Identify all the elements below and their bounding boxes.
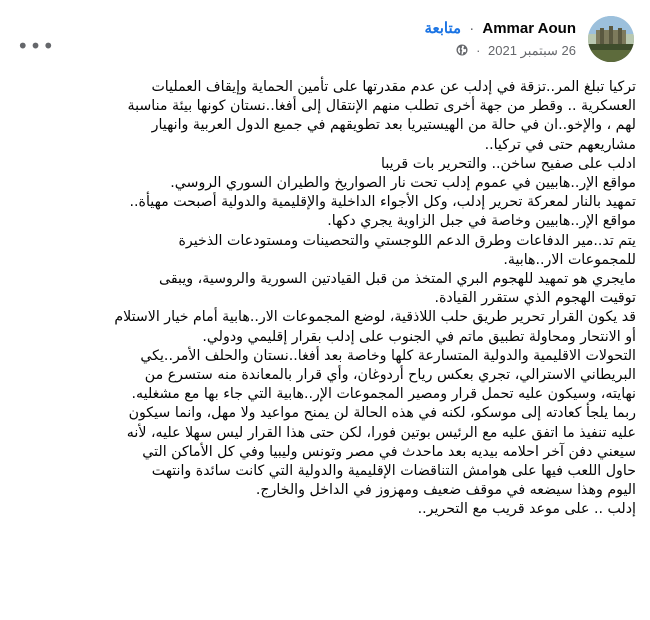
post-text-line: ربما يلجأ كعادته إلى موسكو، لكنه في هذه الحالة لن يمنح مواعيد ولا مهل، وانما سيكون: [128, 405, 636, 422]
author-avatar[interactable]: [588, 16, 634, 62]
globe-icon[interactable]: [456, 44, 468, 56]
post-text-line: اليوم وهذا سيضعه في موقف ضعيف ومهزوز في الداخل والخارج.: [255, 482, 636, 499]
post-text-line: عليه تنفيذ ما اتفق عليه مع الرئيس بوتين فورا، لكن حتى هذا القرار ليس سهلا عليه، لأنه: [126, 424, 636, 441]
name-line: [424, 19, 576, 37]
post-text-line: أو الانتحار ومحاولة تطبيق ماتم في الجنوب على إدلب بقرار إقليمي ودولي.: [202, 328, 636, 345]
post-text-line: يتم تد..مير الدفاعات وطرق الدعم اللوجستي والتحصينات ومستودعات الذخيرة: [178, 232, 636, 249]
ellipsis-icon: •••: [16, 34, 56, 58]
post-date[interactable]: 26 سبتمبر 2021: [488, 43, 576, 58]
post-meta: [456, 43, 576, 59]
post-options-button[interactable]: [18, 28, 54, 64]
post-text-line: ادلب على صفيح ساخن.. والتحرير بات قريبا: [381, 155, 636, 172]
post-text-line: تركيا تبلغ المر..تزقة في إدلب عن عدم مقدرتها على تأمين الحماية وإيقاف العمليات: [151, 79, 636, 95]
post-text-line: البريطاني الاسترالي، تجري بعكس رياح أردوغان، وأي قرار بالمعاندة منه ستسرع من: [144, 367, 636, 384]
post-text-line: إدلب .. على موعد قريب مع التحرير..: [417, 501, 636, 518]
post-text-line: حاول اللعب فيها على هوامش التناقضات الإقليمية والدولية التي كانت سائدة وانتهت: [151, 463, 636, 480]
post-body: [14, 78, 636, 520]
post-text-line: مواقع الإر..هابيين وخاصة في جبل الزاوية يجري دكها.: [327, 213, 636, 230]
post-text-line: مواقع الإر..هابيين في عموم إدلب تحت نار الصواريخ والطيران السوري الروسي.: [170, 175, 636, 192]
post-text-line: مايجري هو تمهيد للهجوم البري المتخذ من قبل القيادتين السورية والروسية، ويبقى: [159, 271, 636, 288]
avatar-image: [588, 16, 634, 62]
follow-button[interactable]: متابعة: [424, 20, 462, 37]
name-separator: ·: [469, 20, 475, 37]
post-text-line: قد يكون القرار تحرير طريق حلب اللاذقية، لوضع المجموعات الار..هابية أمام خيار الاستلام: [114, 309, 636, 326]
post-text-line: العسكرية .. وقطر من جهة أخرى تطلب منهم الإنتقال إلى أفغا..نستان كونها بيئة مناسبة: [127, 98, 636, 115]
post-text-line: مشاريعهم حتى في تركيا..: [484, 136, 636, 153]
post-header: [0, 10, 650, 66]
post-text-line: سيعني دفن آخر احلامه بيديه بعد ماحدث في مصر وتونس وليبيا وفي كل الأماكن التي: [142, 443, 636, 460]
author-name[interactable]: Ammar Aoun: [482, 20, 576, 37]
post-text-line: التحولات الاقليمية والدولية المتسارعة كلها وخاصة بعد أفغا..نستان والحلف الأمر..يكي: [140, 347, 636, 364]
post-text-line: نهايته، وسيكون عليه تحمل قرار ومصير المجموعات الإر..هابية التي جاء بها مع مشغليه.: [131, 386, 636, 403]
post-text-line: لهم ، والإخو..ان في حالة من الهيستيريا بعد تطويقهم في جميع الدول العربية وانهيار: [151, 117, 636, 134]
post-text-line: توقيت الهجوم الذي ستقرر القيادة.: [434, 290, 636, 307]
meta-separator: ·: [476, 43, 481, 58]
post-text-line: تمهيد بالنار لمعركة تحرير إدلب، وكل الأجواء الداخلية والإقليمية والدولية أصبحت مهيأة..: [129, 194, 636, 211]
post-text-line: للمجموعات الار..هابية.: [503, 251, 636, 268]
